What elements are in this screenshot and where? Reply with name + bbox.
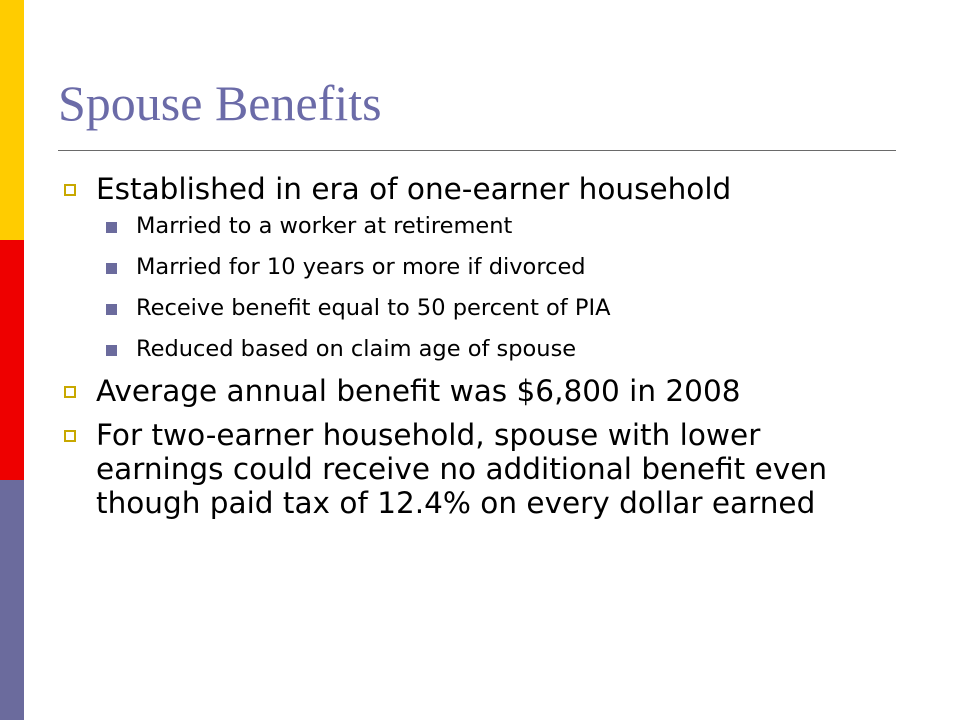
sub-bullet-item [64, 253, 894, 282]
bullet-text: For two-earner household, spouse with lower earnings could receive no additional benefit even though paid tax of 12.4% on every dollar earned [96, 418, 828, 520]
filled-square-bullet-icon [106, 222, 117, 233]
sub-bullet-item [64, 335, 894, 364]
slide-content [64, 170, 894, 520]
accent-stripe-red [0, 240, 24, 480]
filled-square-bullet-icon [106, 304, 117, 315]
accent-stripe-purple [0, 480, 24, 720]
sub-bullet-text: Married to a worker at retirement [136, 213, 513, 239]
filled-square-bullet-icon [106, 263, 117, 274]
hollow-square-bullet-icon [64, 386, 76, 398]
bullet-item [64, 374, 894, 408]
bullet-item [64, 172, 894, 364]
sub-bullet-item [64, 212, 894, 241]
sub-bullet-list [64, 212, 894, 364]
sub-bullet-text: Reduced based on claim age of spouse [136, 336, 577, 362]
bullet-item [64, 418, 894, 520]
hollow-square-bullet-icon [64, 184, 76, 196]
accent-stripe-yellow [0, 0, 24, 240]
bullet-text: Average annual benefit was $6,800 in 2008 [96, 374, 741, 408]
filled-square-bullet-icon [106, 345, 117, 356]
hollow-square-bullet-icon [64, 430, 76, 442]
sub-bullet-text: Receive benefit equal to 50 percent of PIA [136, 295, 611, 321]
bullet-text: Established in era of one-earner household [96, 172, 732, 206]
sub-bullet-item [64, 294, 894, 323]
sub-bullet-text: Married for 10 years or more if divorced [136, 254, 586, 280]
bullet-list [64, 172, 894, 520]
slide-title: Spouse Benefits [58, 75, 382, 131]
title-underline [58, 150, 896, 151]
